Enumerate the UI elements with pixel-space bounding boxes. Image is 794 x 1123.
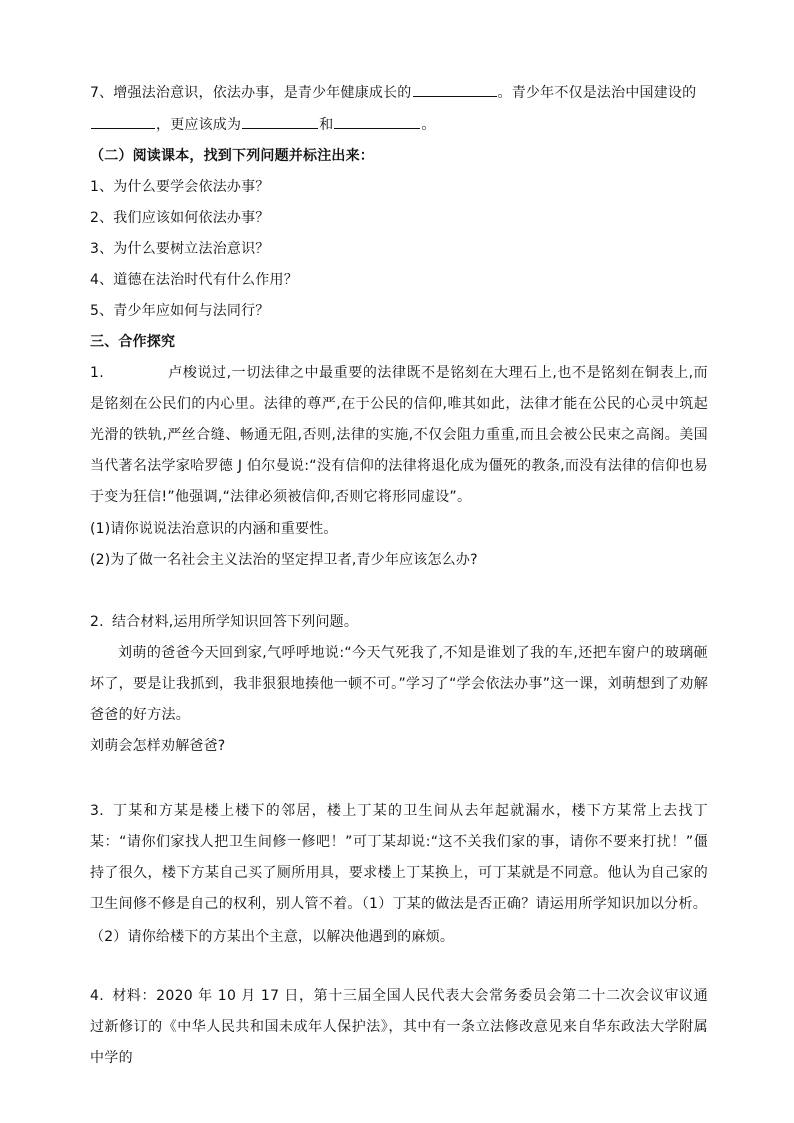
q2-intro-line (90, 612, 710, 632)
q7-line-2 (90, 114, 710, 135)
q1-sub-2: (2)为了做一名社会主义法治的坚定捍卫者,青少年应该怎么办? (90, 552, 478, 568)
reading-item-4: 4、道德在法治时代有什么作用？ (90, 272, 298, 288)
q2-intro: 结合材料,运用所学知识回答下列问题。 (112, 614, 359, 630)
q7-blank-3[interactable] (242, 114, 318, 129)
q1-number: 1. (90, 365, 104, 381)
q7-text-3: ，更应该成为 (156, 117, 242, 133)
q2-question: 刘萌会怎样劝解爸爸? (90, 738, 226, 754)
q3-number: 3. (90, 803, 104, 819)
q1-sub-1: (1)请你说说法治意识的内涵和重要性。 (90, 521, 338, 537)
q2-material: 刘萌的爸爸今天回到家,气呼呼地说:“今天气死我了,不知是谁划了我的车,还把车窗户的玻璃砸坏了，要是让我抓到，我非狠狠地揍他一顿不可。”学习了“学会依法办事”这一课，刘萌想到了劝解爸爸的好方法。 (90, 645, 708, 723)
q7-blank-1[interactable] (413, 82, 497, 97)
reading-heading: （二）阅读课本，找到下列问题并标注出来： (90, 148, 374, 164)
q3-paragraph (90, 796, 708, 920)
q3-text: 丁某和方某是楼上楼下的邻居，楼上丁某的卫生间从去年起就漏水，楼下方某常上去找丁某：“请你们家找人把卫生间修一修吧！”可丁某却说:“这不关我们家的事，请你不要来打扰！”僵持了很久，楼下方某自己买了厕所用具，要求楼上丁某换上，可丁某就是不同意。他认为自己家的卫生间修不修是自己的权利，别人管不着。（1）丁某的做法是否正确？请运用所学知识加以分析。 (90, 803, 708, 912)
section3-heading: 三、合作探究 (90, 334, 176, 350)
q1-paragraph (90, 358, 708, 513)
reading-item-2: 2、我们应该如何依法办事？ (90, 210, 270, 226)
q4-number: 4. (90, 988, 104, 1004)
q7-text-2: 。青少年不仅是法治中国建设的 (497, 85, 697, 101)
reading-item-1: 1、为什么要学会依法办事？ (90, 179, 270, 195)
q4-paragraph (90, 981, 708, 1074)
q3-sub-2: （2）请你给楼下的方某出个主意，以解决他遇到的麻烦。 (90, 929, 455, 945)
q7-text-5: 。 (421, 117, 436, 133)
q2-number: 2. (90, 614, 104, 630)
reading-item-3: 3、为什么要树立法治意识？ (90, 241, 270, 257)
q7-text-4: 和 (319, 117, 334, 133)
q7-text-1: 7、增强法治意识，依法办事，是青少年健康成长的 (90, 85, 412, 101)
q7-line-1 (90, 82, 710, 103)
q1-text: 卢梭说过,一切法律之中最重要的法律既不是铭刻在大理石上,也不是铭刻在铜表上,而是铭刻在公民们的内心里。法律的尊严,在于公民的信仰,唯其如此，法律才能在公民的心灵中筑起光滑的铁轨,严丝合缝、畅通无阻,否则,法律的实施,不仅会阻力重重,而且会被公民束之高阁。美国当代著名法学家哈罗德 J 伯尔曼说:“没有信仰的法律将退化成为僵死的教条,而没有法律的信仰也易于变为狂信!”他强调,“法律必须被信仰,否则它将形同虚设”。 (90, 365, 708, 505)
reading-item-5: 5、青少年应如何与法同行？ (90, 303, 270, 319)
q7-blank-2[interactable] (91, 114, 155, 129)
q7-blank-4[interactable] (334, 114, 420, 129)
q4-text: 材料：2020 年 10 月 17 日，第十三届全国人民代表大会常务委员会第二十二次会议审议通过新修订的《中华人民共和国未成年人保护法》，其中有一条立法修改意见来自华东政法大学附属中学的 (90, 988, 708, 1066)
